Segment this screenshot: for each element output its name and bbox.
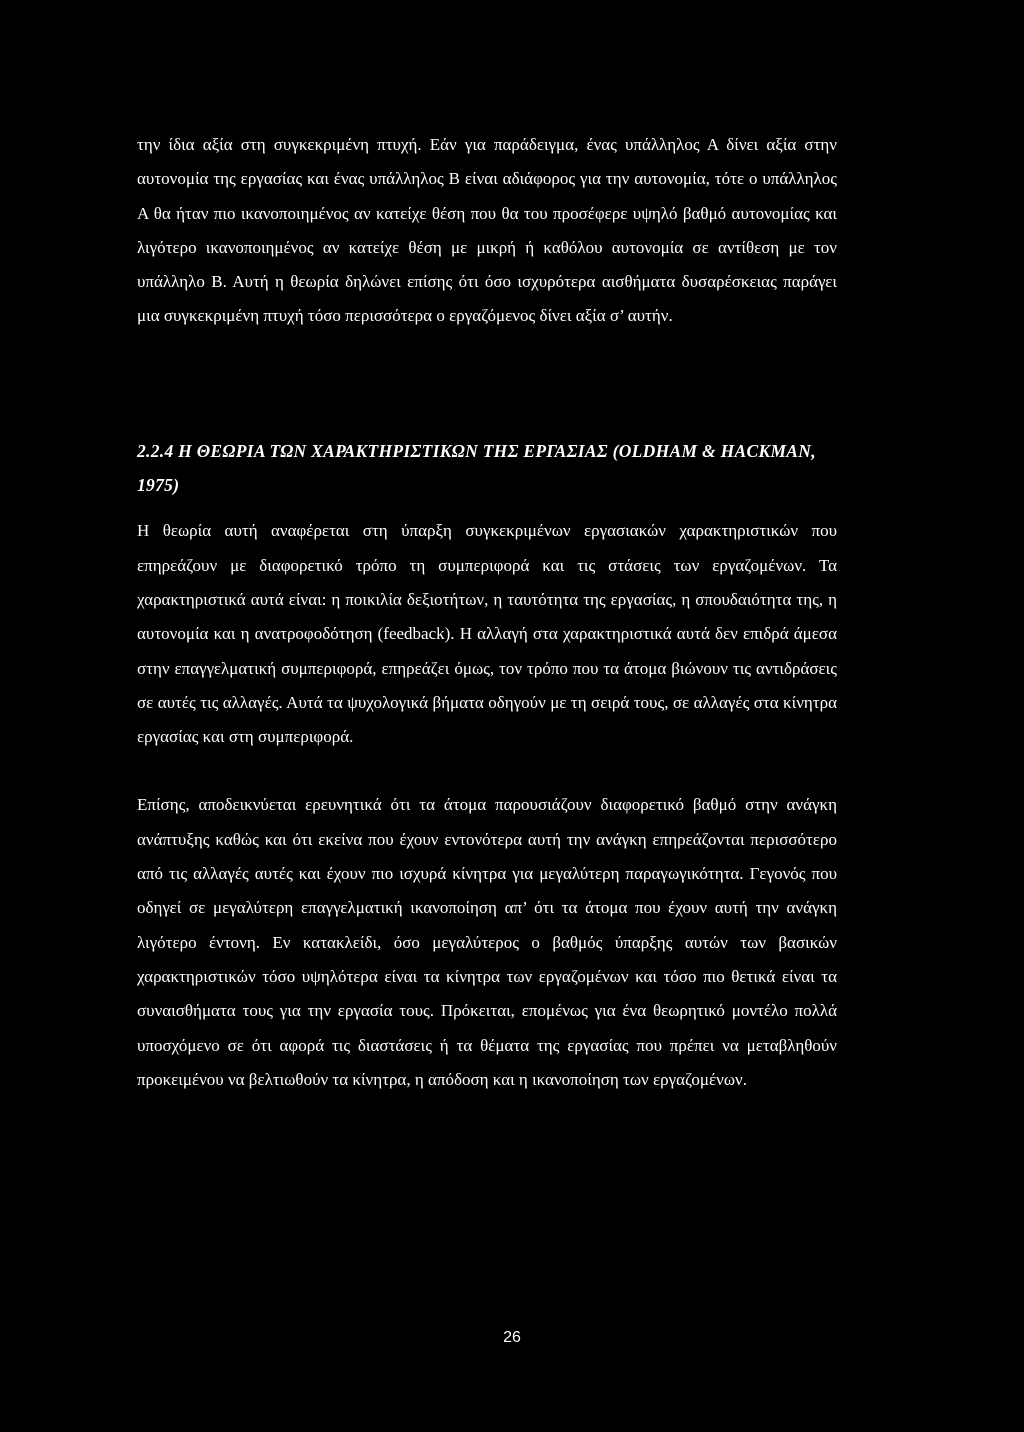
section-heading: 2.2.4 Η ΘΕΩΡΙΑ ΤΩΝ ΧΑΡΑΚΤΗΡΙΣΤΙΚΩΝ ΤΗΣ ΕΡΓΑΣΙΑΣ (OLDHAM & HACKMAN, 1975) bbox=[137, 440, 816, 496]
spacer bbox=[137, 502, 837, 514]
paragraph-2: Η θεωρία αυτή αναφέρεται στη ύπαρξη συγκεκριμένων εργασιακών χαρακτηριστικών που επηρεάζουν με διαφορετικό τρόπο τη συμπεριφορά και τις στάσεις των εργαζομένων. Τα χαρακτηριστικά αυτά είναι: η ποικιλία δεξιοτήτων, η ταυτότητα της εργασίας, η σπουδαιότητα της, η αυτονομία και η ανατροφοδότηση (feedback). Η αλλαγή στα χαρακτηριστικά αυτά δεν επιδρά άμεσα στην επαγγελματική συμπεριφορά, επηρεάζει όμως, τον τρόπο που τα άτομα βιώνουν τις αντιδράσεις σε αυτές τις αλλαγές. Αυτά τα ψυχολογικά βήματα οδηγούν με τη σειρά τους, σε αλλαγές στα κίνητρα εργασίας και στη συμπεριφορά. bbox=[137, 521, 837, 747]
spacer bbox=[137, 754, 837, 788]
paragraph-1: την ίδια αξία στη συγκεκριμένη πτυχή. Εάν για παράδειγμα, ένας υπάλληλος Α δίνει αξία στην αυτονομία της εργασίας και ένας υπάλληλος Β είναι αδιάφορος για την αυτονομία, τότε ο υπάλληλος Α θα ήταν πιο ικανοποιημένος αν κατείχε θέση που θα του προσέφερε υψηλό βαθμό αυτονομίας και λιγότερο ικανοποιημένος αν κατείχε θέση με μικρή ή καθόλου αυτονομία σε αντίθεση με τον υπάλληλο Β. Αυτή η θεωρία δηλώνει επίσης ότι όσο ισχυρότερα αισθήματα δυσαρέσκειας παράγει μια συγκεκριμένη πτυχή τόσο περισσότερα ο εργαζόμενος δίνει αξία σ’ αυτήν. bbox=[137, 135, 837, 326]
spacer bbox=[137, 334, 837, 434]
paragraph-3: Επίσης, αποδεικνύεται ερευνητικά ότι τα άτομα παρουσιάζουν διαφορετικό βαθμό στην ανάγκη ανάπτυξης καθώς και ότι εκείνα που έχουν εντονότερα αυτή την ανάγκη επηρεάζονται περισσότερο από τις αλλαγές αυτές και έχουν πιο ισχυρά κίνητρα για μεγαλύτερη παραγωγικότητα. Γεγονός που οδηγεί σε μεγαλύτερη επαγγελματική ικανοποίηση απ’ ότι τα άτομα που έχουν αυτή την ανάγκη λιγότερο έντονη. Εν κατακλείδι, όσο μεγαλύτερος ο βαθμός ύπαρξης αυτών των βασικών χαρακτηριστικών τόσο υψηλότερα είναι τα κίνητρα των εργαζομένων και τόσο πιο θετικά είναι τα συναισθήματα τους για την εργασία τους. Πρόκειται, επομένως για ένα θεωρητικό μοντέλο πολλά υποσχόμενο σε ότι αφορά τις διαστάσεις ή τα θέματα της εργασίας που πρέπει να μεταβληθούν προκειμένου να βελτιωθούν τα κίνητρα, η απόδοση και η ικανοποίηση των εργαζομένων. bbox=[137, 795, 837, 1089]
page-number: 26 bbox=[503, 1329, 521, 1346]
document-body bbox=[137, 128, 837, 1097]
